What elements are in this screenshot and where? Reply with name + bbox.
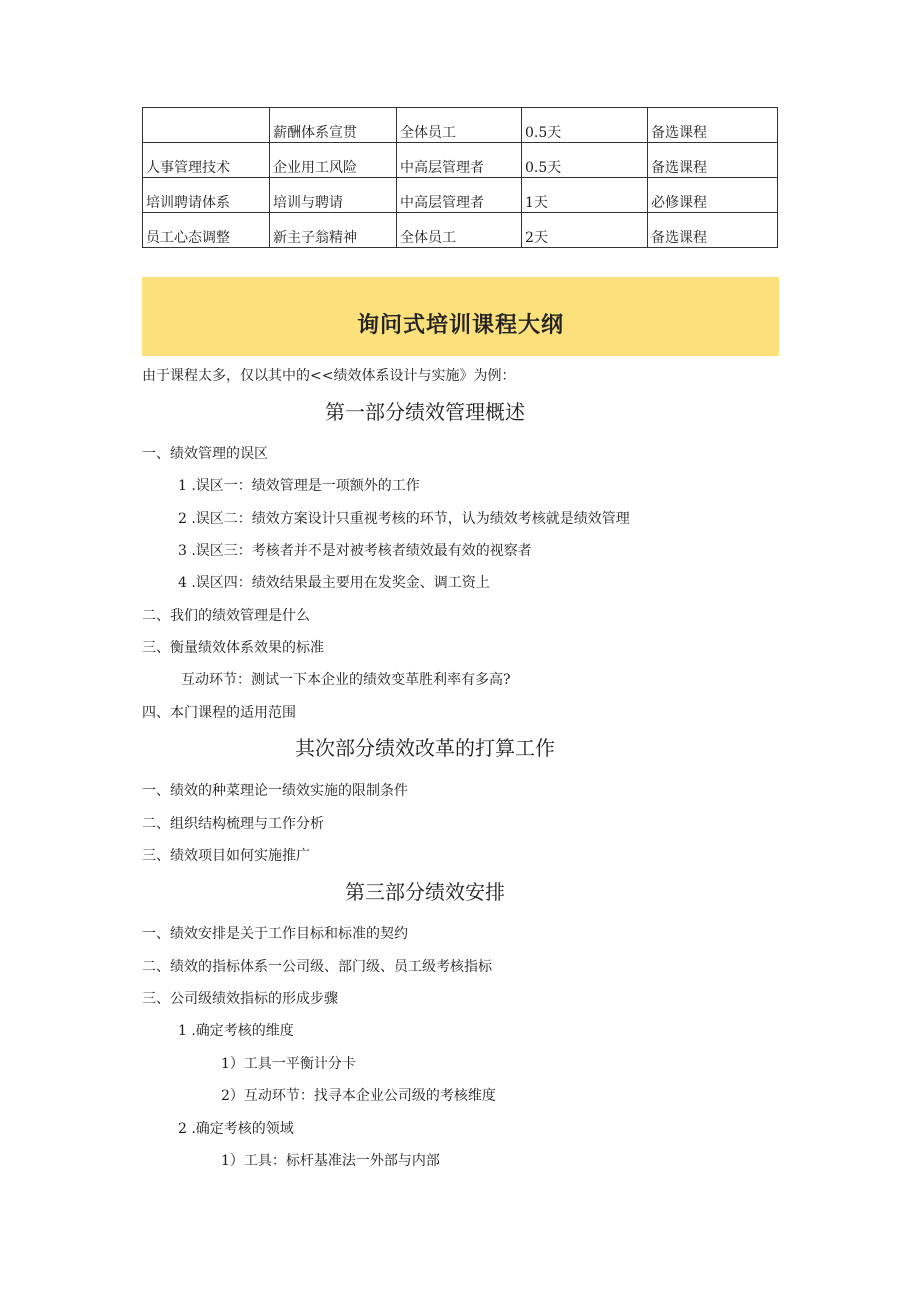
table-row (143, 178, 778, 213)
section-item: 二、绩效的指标体系一公司级、部门级、员工级考核指标 (142, 959, 492, 975)
banner-title: 询问式培训课程大纲 (356, 313, 564, 338)
sub-item: 2 .确定考核的领域 (178, 1121, 294, 1137)
table-cell: 中高层管理者 (397, 178, 522, 213)
sub-sub-item: 1）工具一平衡计分卡 (221, 1056, 356, 1072)
course-table (142, 107, 778, 248)
section-item: 二、我们的绩效管理是什么 (142, 608, 310, 624)
intro-text: 由于课程太多，仅以其中的<<绩效体系设计与实施》为例： (142, 368, 516, 384)
outline-banner (142, 277, 779, 356)
part3-title: 第三部分绩效安排 (345, 880, 505, 904)
table-cell: 员工心态调整 (143, 213, 270, 248)
section-item: 一、绩效管理的误区 (142, 446, 268, 462)
table-cell: 人事管理技术 (143, 143, 270, 178)
sub-item: 3 .误区三：考核者并不是对被考核者绩效最有效的视察者 (178, 543, 532, 559)
section-item: 二、组织结构梳理与工作分析 (142, 816, 324, 832)
part1-title: 第一部分绩效管理概述 (325, 400, 525, 424)
table-cell: 0.5天 (522, 108, 648, 143)
sub-sub-item: 2）互动环节：找寻本企业公司级的考核维度 (221, 1088, 496, 1104)
table-cell: 中高层管理者 (397, 143, 522, 178)
table-cell: 全体员工 (397, 213, 522, 248)
table-row (143, 108, 778, 143)
table-cell: 新主子翁精神 (270, 213, 397, 248)
table-cell: 培训与聘请 (270, 178, 397, 213)
interaction-note: 互动环节：测试一下本企业的绩效变革胜利率有多高? (181, 672, 511, 688)
sub-item: 1 .误区一：绩效管理是一项额外的工作 (178, 478, 420, 494)
table-cell: 0.5天 (522, 143, 648, 178)
table-cell: 企业用工风险 (270, 143, 397, 178)
table-row (143, 213, 778, 248)
section-item: 四、本门课程的适用范围 (142, 705, 296, 721)
table-cell: 必修课程 (648, 178, 778, 213)
section-item: 三、公司级绩效指标的形成步骤 (142, 991, 338, 1007)
sub-item: 2 .误区二：绩效方案设计只重视考核的环节，认为绩效考核就是绩效管理 (178, 511, 630, 527)
sub-item: 1 .确定考核的维度 (178, 1023, 294, 1039)
part2-title: 其次部分绩效改革的打算工作 (295, 736, 555, 760)
table-cell (143, 108, 270, 143)
section-item: 一、绩效的种菜理论一绩效实施的限制条件 (142, 783, 408, 799)
table-cell: 备选课程 (648, 143, 778, 178)
table-cell: 薪酬体系宣贯 (270, 108, 397, 143)
table-cell: 2天 (522, 213, 648, 248)
sub-sub-item: 1）工具：标杆基准法一外部与内部 (221, 1153, 440, 1169)
table-cell: 备选课程 (648, 213, 778, 248)
table-cell: 1天 (522, 178, 648, 213)
section-item: 一、绩效安排是关于工作目标和标准的契约 (142, 926, 408, 942)
sub-item: 4 .误区四：绩效结果最主要用在发奖金、调工资上 (178, 575, 490, 591)
table-cell: 备选课程 (648, 108, 778, 143)
section-item: 三、绩效项目如何实施推广 (142, 848, 310, 864)
section-item: 三、衡量绩效体系效果的标准 (142, 640, 324, 656)
table-row (143, 143, 778, 178)
table-cell: 培训聘请体系 (143, 178, 270, 213)
table-cell: 全体员工 (397, 108, 522, 143)
